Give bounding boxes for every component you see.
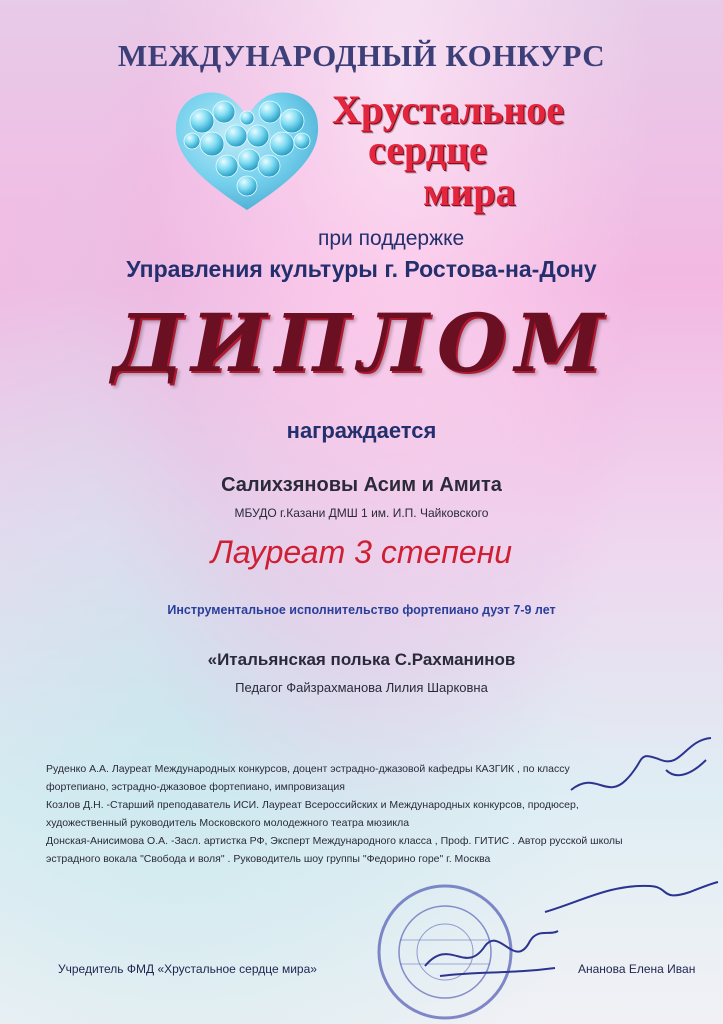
jury-line: Руденко А.А. Лауреат Международных конкурсов, доцент эстрадно-джазовой кафедры КАЗГИК , по классу xyxy=(46,763,570,775)
awarded-text: награждается xyxy=(286,418,437,443)
jury-line: эстрадного вокала "Свобода и воля" . Руководитель шоу группы "Федорино горе" г. Москва xyxy=(46,853,491,865)
founder-line: Учредитель ФМД «Хрустальное сердце мира» xyxy=(58,962,317,976)
jury-line: фортепиано, эстрадно-джазовое фортепиано, импровизация xyxy=(46,781,345,793)
logo-name-line-1: Хрустальное xyxy=(332,87,565,132)
recipient-name: Салихзяновы Асим и Амита xyxy=(221,474,502,496)
crystal-heart-logo-icon xyxy=(172,86,322,214)
performed-piece: «Итальянская полька С.Рахманинов xyxy=(207,650,516,669)
award-level: Лауреат 3 степени xyxy=(210,534,513,570)
logo-name-line-3: мира xyxy=(423,169,516,214)
jury-list xyxy=(46,760,646,868)
signature-director-icon xyxy=(420,916,560,986)
director-name: Ананова Елена Иван xyxy=(578,962,696,976)
department-text: Управления культуры г. Ростова-на-Дону xyxy=(126,256,597,282)
contest-title: МЕЖДУНАРОДНЫЙ КОНКУРС xyxy=(117,38,606,73)
nomination-text: Инструментальное исполнительство фортепиано дуэт 7-9 лет xyxy=(167,603,556,617)
signature-jury-2-icon xyxy=(540,872,720,918)
jury-line: художественный руководитель Московского молодежного театра мюзикла xyxy=(46,817,410,829)
school-name: МБУДО г.Казани ДМШ 1 им. И.П. Чайковского xyxy=(234,506,489,520)
jury-line: Козлов Д.Н. -Старший преподаватель ИСИ. Лауреат Всероссийских и Международных конкурсов, продюсер, xyxy=(46,799,579,811)
signature-jury-1-icon xyxy=(566,730,716,810)
logo-name-line-2: сердце xyxy=(368,127,487,172)
jury-line: Донская-Анисимова О.А. -Засл. артистка РФ, Эксперт Международного класса , Проф. ГИТИС . Автор русской школы xyxy=(46,835,623,847)
support-text: при поддержке xyxy=(318,227,465,250)
diploma-title: ДИПЛОМ xyxy=(111,296,612,390)
teacher-name: Педагог Файзрахманова Лилия Шарковна xyxy=(235,680,488,695)
